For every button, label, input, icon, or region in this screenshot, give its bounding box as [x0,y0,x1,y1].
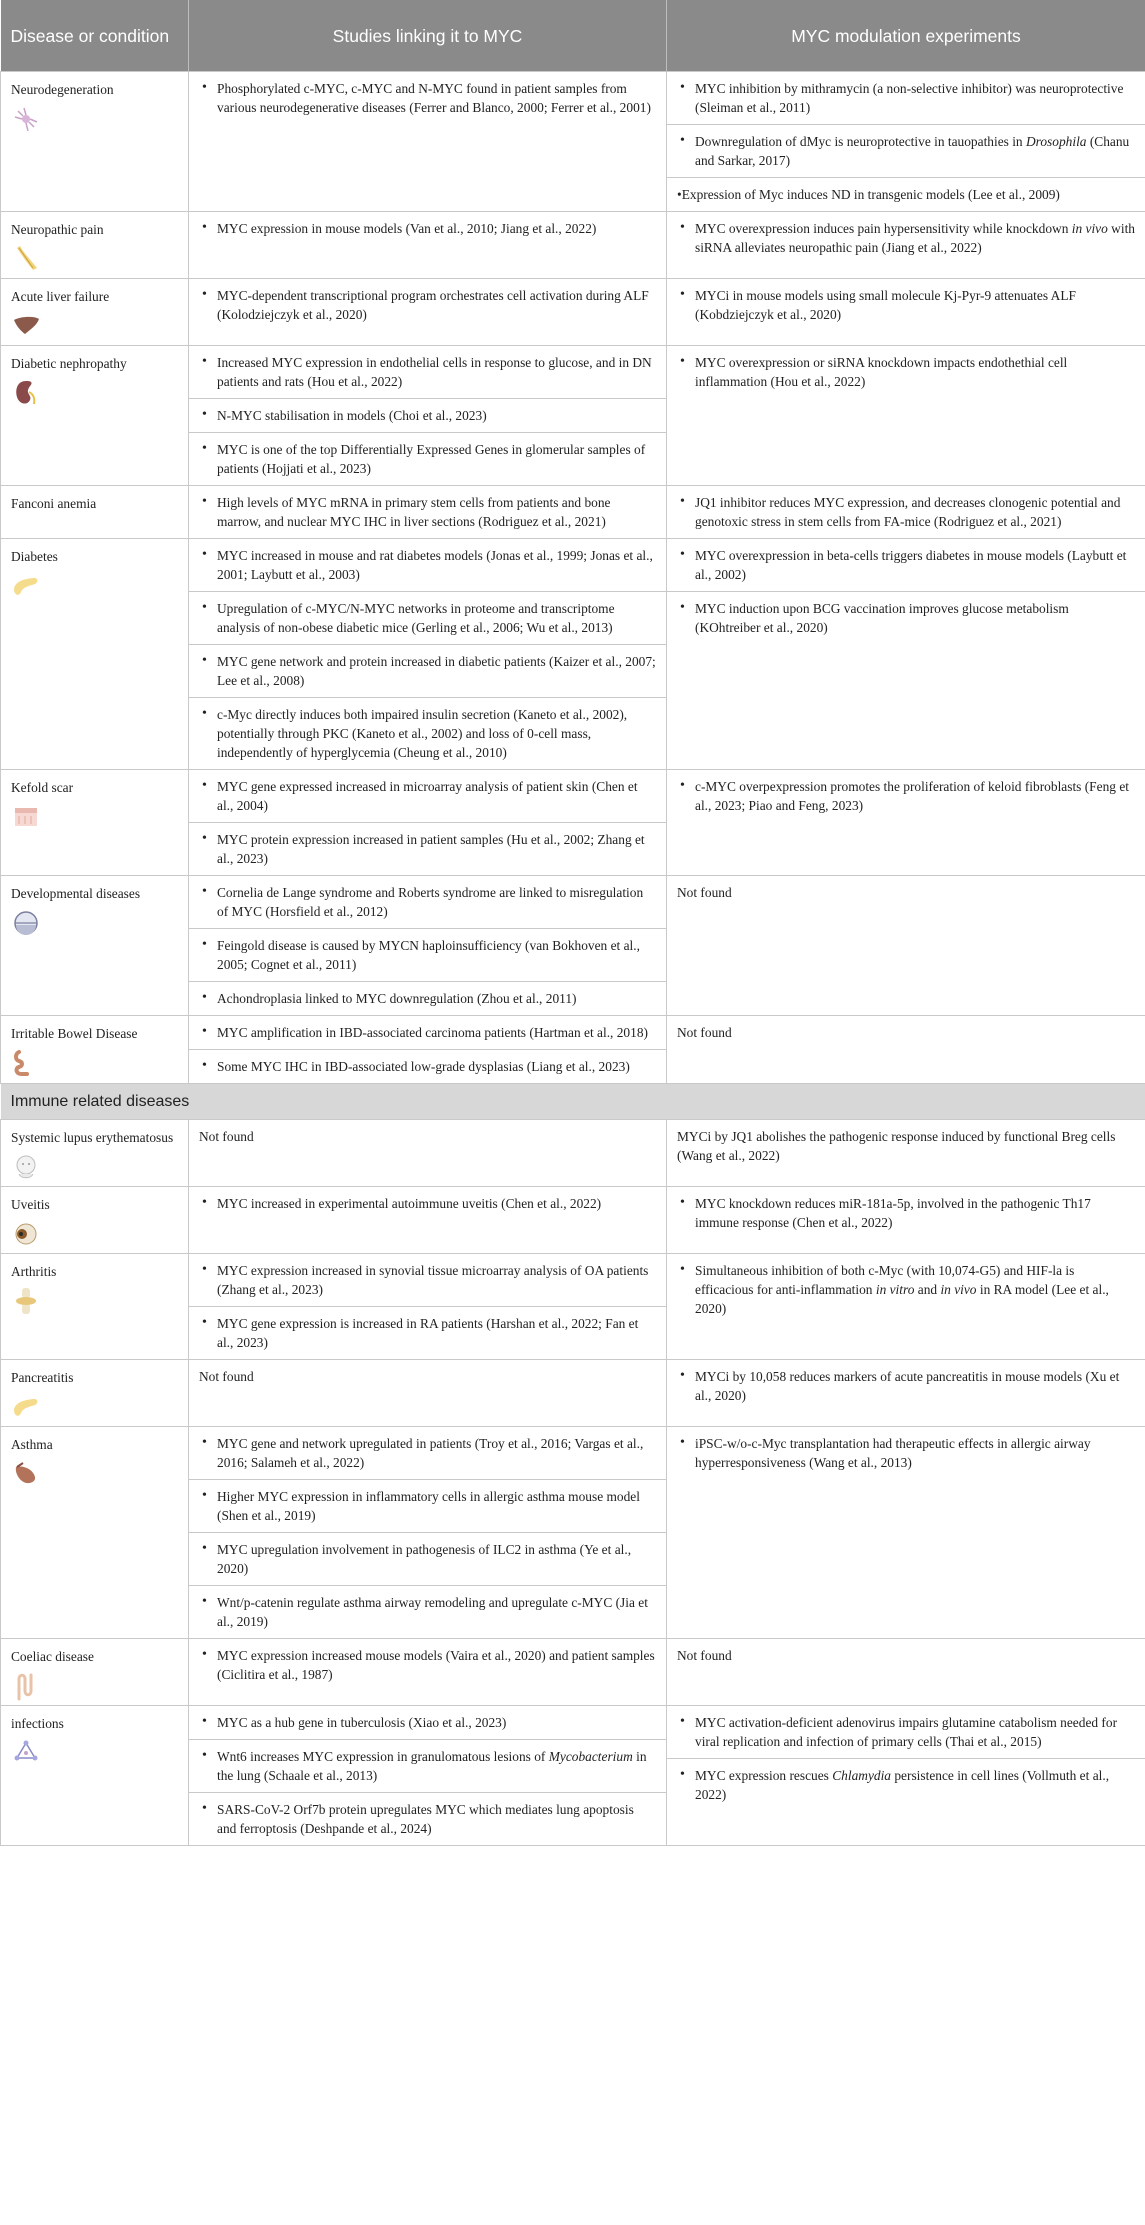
table-row [1,1427,1145,1639]
list-item: • Feingold disease is caused by MYCN haploinsufficiency (van Bokhoven et al., 2005; Cognet et al., 2011) [189,928,666,981]
list-item: • Simultaneous inhibition of both c-Myc (with 10,074-G5) and HIF-la is efficacious for anti-inflammation in vitro and in vivo in RA model (Lee et al., 2020) [667,1254,1145,1325]
disease-name: Asthma [11,1437,53,1452]
disease-name: Systemic lupus erythematosus [11,1130,174,1145]
table-row [1,770,1145,876]
list-item: • c-MYC overpexpression promotes the proliferation of keloid fibroblasts (Feng et al., 2023; Piao and Feng, 2023) [667,770,1145,822]
disease-name: Diabetes [11,549,58,564]
intestine-icon [11,1048,41,1078]
list-item: • iPSC-w/o-c-Myc transplantation had therapeutic effects in allergic airway hyperresponsiveness (Wang et al., 2013) [667,1427,1145,1479]
header-disease: Disease or condition [1,0,189,72]
list-item: • MYC overexpression in beta-cells triggers diabetes in mouse models (Laybutt et al., 2002) [667,539,1145,591]
kidney-icon [11,378,41,408]
list-item: • Cornelia de Lange syndrome and Roberts syndrome are linked to misregulation of MYC (Horsfield et al., 2012) [189,876,666,928]
not-found-text: Not found [677,1648,732,1663]
list-item: • MYC as a hub gene in tuberculosis (Xiao et al., 2023) [189,1706,666,1739]
list-item: • MYCi in mouse models using small molecule Kj-Pyr-9 attenuates ALF (Kobdziejczyk et al., 2020) [667,279,1145,331]
table-row [1,486,1145,539]
disease-name: Neuropathic pain [11,222,104,237]
virus-icon [11,1738,41,1768]
header-studies: Studies linking it to MYC [189,0,667,72]
disease-name: Irritable Bowel Disease [11,1026,138,1041]
skin-icon [11,802,41,832]
list-item: • MYC overexpression induces pain hypersensitivity while knockdown in vivo with siRNA alleviates neuropathic pain (Jiang et al., 2022) [667,212,1145,264]
disease-name: Uveitis [11,1197,50,1212]
table-row [1,876,1145,1016]
list-item: • Downregulation of dMyc is neuroprotective in tauopathies in Drosophila (Chanu and Sarkar, 2017) [667,124,1145,177]
neuron-icon [11,104,41,134]
villi-icon [11,1671,41,1701]
disease-name: infections [11,1716,64,1731]
pancreas-icon [11,1392,41,1422]
eye-icon [11,1219,41,1249]
list-item: • SARS-CoV-2 Orf7b protein upregulates MYC which mediates lung apoptosis and ferroptosis (Deshpande et al., 2024) [189,1792,666,1845]
list-item: • c-Myc directly induces both impaired insulin secretion (Kaneto et al., 2002), potentially through PKC (Kaneto et al., 2002) and loss of 0-cell mass, independently of hyperglycemia (Cheung et al., 2010) [189,697,666,769]
list-item: • Achondroplasia linked to MYC downregulation (Zhou et al., 2011) [189,981,666,1015]
disease-name: Pancreatitis [11,1370,74,1385]
liver-icon [11,311,41,341]
list-item: • Wnt/p-catenin regulate asthma airway remodeling and upregulate c-MYC (Jia et al., 2019) [189,1585,666,1638]
list-item: • MYC upregulation involvement in pathogenesis of ILC2 in asthma (Ye et al., 2020) [189,1532,666,1585]
joint-icon [11,1286,41,1316]
disease-name: Arthritis [11,1264,57,1279]
table-row [1,1706,1145,1846]
list-item: • MYC overexpression or siRNA knockdown impacts endothethial cell inflammation (Hou et al., 2022) [667,346,1145,398]
disease-name: Fanconi anemia [11,496,97,511]
nerve-icon [11,244,41,274]
list-item: • MYC gene network and protein increased in diabetic patients (Kaizer et al., 2007; Lee et al., 2008) [189,644,666,697]
list-item: • MYC amplification in IBD-associated carcinoma patients (Hartman et al., 2018) [189,1016,666,1049]
list-item: • MYC inhibition by mithramycin (a non-selective inhibitor) was neuroprotective (Sleiman et al., 2011) [667,72,1145,124]
list-item: • MYC is one of the top Differentially Expressed Genes in glomerular samples of patients (Hojjati et al., 2023) [189,432,666,485]
list-item: • Increased MYC expression in endothelial cells in response to glucose, and in DN patients and rats (Hou et al., 2022) [189,346,666,398]
table-row [1,539,1145,770]
list-item: • Upregulation of c-MYC/N-MYC networks in proteome and transcriptome analysis of non-obese diabetic mice (Gerling et al., 2006; Wu et al., 2013) [189,591,666,644]
lungs-icon [11,1459,41,1489]
list-item: • Some MYC IHC in IBD-associated low-grade dysplasias (Liang et al., 2023) [189,1049,666,1083]
list-item: • JQ1 inhibitor reduces MYC expression, and decreases clonogenic potential and genotoxic stress in stem cells from FA-mice (Rodriguez et al., 2021) [667,486,1145,538]
table-row [1,279,1145,346]
table-row [1,1120,1145,1187]
list-item: •Expression of Myc induces ND in transgenic models (Lee et al., 2009) [667,177,1145,211]
not-found-text: Not found [677,1025,732,1040]
list-item: • MYC activation-deficient adenovirus impairs glutamine catabolism needed for viral replication and infection of primary cells (Thai et al., 2015) [667,1706,1145,1758]
list-item: • MYCi by 10,058 reduces markers of acute pancreatitis in mouse models (Xu et al., 2020) [667,1360,1145,1412]
list-item: • MYC expression increased in synovial tissue microarray analysis of OA patients (Zhang et al., 2023) [189,1254,666,1306]
table-row [1,1639,1145,1706]
list-item: • MYC gene expressed increased in microarray analysis of patient skin (Chen et al., 2004) [189,770,666,822]
experiment-text: MYCi by JQ1 abolishes the pathogenic response induced by functional Breg cells (Wang et al., 2022) [677,1129,1116,1163]
disease-name: Coeliac disease [11,1649,94,1664]
section-title: Immune related diseases [1,1084,1145,1120]
disease-name: Acute liver failure [11,289,110,304]
list-item: • MYC increased in mouse and rat diabetes models (Jonas et al., 1999; Jonas et al., 2001; Laybutt et al., 2003) [189,539,666,591]
table-row [1,1187,1145,1254]
list-item: • MYC induction upon BCG vaccination improves glucose metabolism (KOhtreiber et al., 2020) [667,591,1145,644]
list-item: • Higher MYC expression in inflammatory cells in allergic asthma mouse model (Shen et al., 2019) [189,1479,666,1532]
list-item: • MYC protein expression increased in patient samples (Hu et al., 2002; Zhang et al., 2023) [189,822,666,875]
header-experiments: MYC modulation experiments [667,0,1145,72]
list-item: • MYC expression rescues Chlamydia persistence in cell lines (Vollmuth et al., 2022) [667,1758,1145,1811]
list-item: • High levels of MYC mRNA in primary stem cells from patients and bone marrow, and nuclear MYC IHC in liver sections (Rodriguez et al., 2021) [189,486,666,538]
list-item: • MYC expression increased mouse models (Vaira et al., 2020) and patient samples (Ciclitira et al., 1987) [189,1639,666,1691]
list-item: • MYC increased in experimental autoimmune uveitis (Chen et al., 2022) [189,1187,666,1220]
disease-name: Kefold scar [11,780,74,795]
pancreas-icon [11,571,41,601]
embryo-icon [11,908,41,938]
table-row [1,72,1145,212]
list-item: • N-MYC stabilisation in models (Choi et al., 2023) [189,398,666,432]
not-found-text: Not found [677,885,732,900]
list-item: • Phosphorylated c-MYC, c-MYC and N-MYC found in patient samples from various neurodegenerative diseases (Ferrer and Blanco, 2000; Ferrer et al., 2001) [189,72,666,124]
not-found-text: Not found [199,1369,254,1384]
list-item: • Wnt6 increases MYC expression in granulomatous lesions of Mycobacterium in the lung (Schaale et al., 2013) [189,1739,666,1792]
section-row [1,1084,1145,1120]
list-item: • MYC expression in mouse models (Van et al., 2010; Jiang et al., 2022) [189,212,666,245]
face-icon [11,1152,41,1182]
table-row [1,1360,1145,1427]
table-row [1,1016,1145,1084]
header-row [1,0,1145,72]
list-item: • MYC knockdown reduces miR-181a-5p, involved in the pathogenic Th17 immune response (Chen et al., 2022) [667,1187,1145,1239]
table-row [1,346,1145,486]
disease-name: Developmental diseases [11,886,141,901]
list-item: • MYC-dependent transcriptional program orchestrates cell activation during ALF (Kolodziejczyk et al., 2020) [189,279,666,331]
disease-name: Diabetic nephropathy [11,356,127,371]
table-row [1,1254,1145,1360]
table-row [1,212,1145,279]
list-item: • MYC gene and network upregulated in patients (Troy et al., 2016; Vargas et al., 2016; Salameh et al., 2022) [189,1427,666,1479]
disease-name: Neurodegeneration [11,82,114,97]
list-item: • MYC gene expression is increased in RA patients (Harshan et al., 2022; Fan et al., 2023) [189,1306,666,1359]
not-found-text: Not found [199,1129,254,1144]
